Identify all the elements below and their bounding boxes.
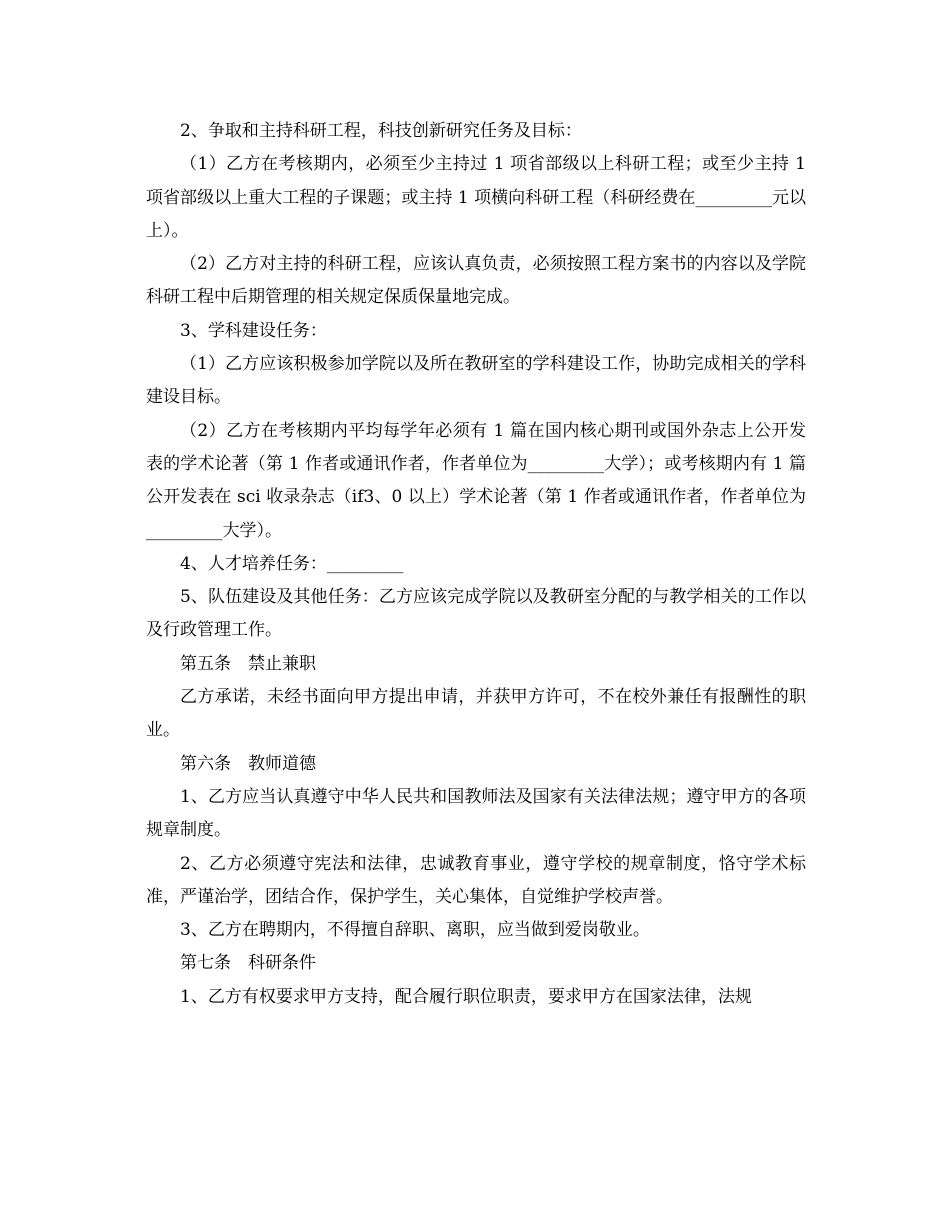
paragraph-discipline-item-2: （2）乙方在考核期内平均每学年必须有 1 篇在国内核心期刊或国外杂志上公开发表的学术论著（第 1 作者或通讯作者，作者单位为_________大学）；或考核期内有 1 篇公开发表在 sci 收录杂志（if3、0 以上）学术论著（第 1 作者或通讯作者，作者单位为_________大学）。 — [146, 420, 806, 541]
document-body — [146, 115, 806, 1014]
paragraph-discipline-heading: 3、学科建设任务： — [180, 320, 327, 341]
paragraph-research-projects-item-2: （2）乙方对主持的科研工程，应该认真负责，必须按照工程方案书的内容以及学院科研工程中后期管理的相关规定保质保量地完成。 — [146, 254, 806, 308]
article-7-item-1: 1、乙方有权要求甲方支持，配合履行职位职责，要求甲方在国家法律，法规 — [180, 986, 752, 1007]
paragraph-talent-training: 4、人才培养任务：_________ — [180, 553, 404, 574]
article-5-heading: 第五条 禁止兼职 — [180, 653, 316, 674]
article-6-item-3: 3、乙方在聘期内，不得擅自辞职、离职，应当做到爱岗敬业。 — [180, 920, 650, 941]
article-5-body: 乙方承诺，未经书面向甲方提出申请，并获甲方许可，不在校外兼任有报酬性的职业。 — [146, 687, 806, 741]
article-6-heading: 第六条 教师道德 — [180, 753, 316, 774]
paragraph-research-projects-item-1: （1）乙方在考核期内，必须至少主持过 1 项省部级以上科研工程；或至少主持 1 项省部级以上重大工程的子课题；或主持 1 项横向科研工程（科研经费在_________元以上）。 — [146, 154, 806, 241]
article-7-heading: 第七条 科研条件 — [180, 953, 316, 974]
article-6-item-1: 1、乙方应当认真遵守中华人民共和国教师法及国家有关法律法规；遵守甲方的各项规章制度。 — [146, 786, 806, 841]
paragraph-team-building: 5、队伍建设及其他任务：乙方应该完成学院以及教研室分配的与教学相关的工作以及行政管理工作。 — [146, 587, 806, 641]
paragraph-research-projects-heading: 2、争取和主持科研工程，科技创新研究任务及目标： — [180, 121, 582, 141]
paragraph-discipline-item-1: （1）乙方应该积极参加学院以及所在教研室的学科建设工作，协助完成相关的学科建设目标。 — [146, 354, 806, 408]
article-6-item-2: 2、乙方必须遵守宪法和法律，忠诚教育事业，遵守学校的规章制度，恪守学术标准，严谨治学，团结合作，保护学生，关心集体，自觉维护学校声誉。 — [146, 853, 806, 907]
